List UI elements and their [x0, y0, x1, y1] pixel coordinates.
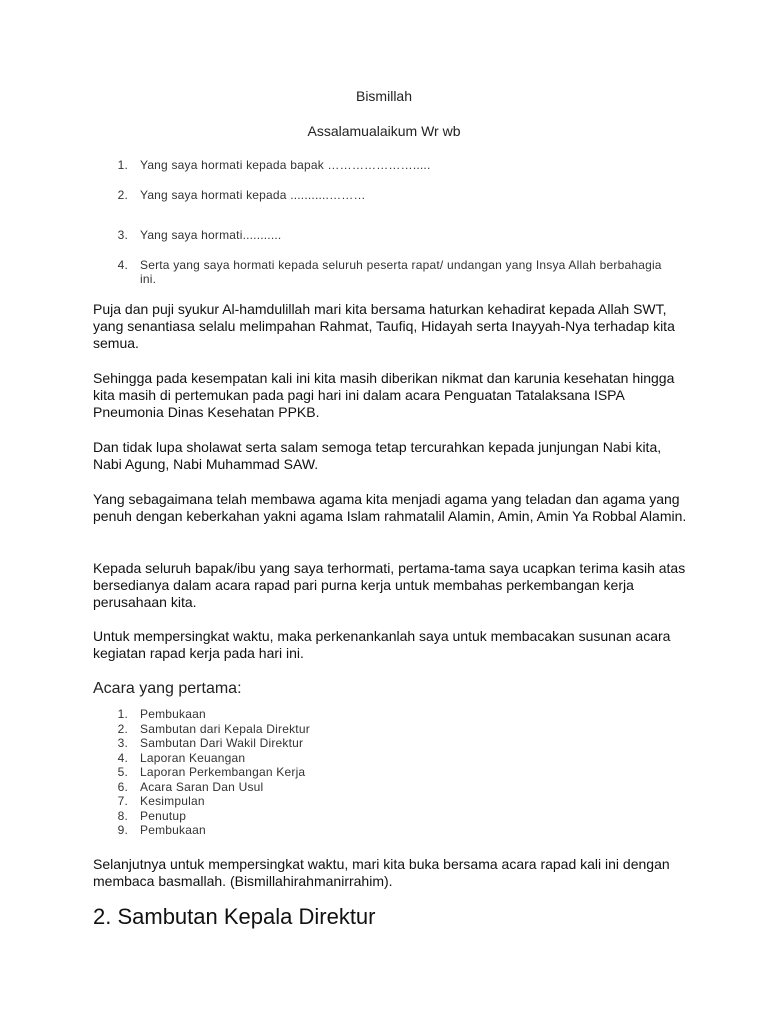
acara-number: 9. — [117, 823, 128, 837]
salutation-text: Yang saya hormati kepada ...........……… — [140, 188, 366, 202]
acara-number: 6. — [117, 779, 128, 794]
acara-text: Kesimpulan — [140, 794, 205, 808]
acara-number: 3. — [117, 736, 128, 750]
acara-number: 5. — [117, 765, 128, 779]
body-paragraph: Puja dan puji syukur Al-hamdulillah mari kita bersama haturkan kehadirat kepada Allah SWT, yang senantiasa selalu melimpahan Rahmat, Taufiq, Hidayah serta Inayyah-Nya terhadap kita semua. — [93, 301, 675, 351]
acara-text: Penutup — [140, 808, 187, 823]
acara-number: 7. — [117, 794, 128, 808]
acara-text: Pembukaan — [140, 823, 206, 837]
acara-number: 1. — [117, 707, 128, 721]
body-paragraph: Untuk mempersingkat waktu, maka perkenankanlah saya untuk membacakan susunan acara kegiatan rapad kerja pada hari ini. — [93, 628, 671, 661]
document-title: Bismillah — [355, 88, 412, 104]
acara-text: Laporan Keuangan — [140, 750, 246, 765]
acara-number: 2. — [117, 721, 128, 736]
body-paragraph: Sehingga pada kesempatan kali ini kita masih diberikan nikmat dan karunia kesehatan hingga kita masih di pertemukan pada pagi hari ini dalam acara Penguatan Tatalaksana ISPA Pneumonia Dinas Kesehatan PPKB. — [93, 370, 675, 420]
acara-heading: Acara yang pertama: — [93, 680, 242, 697]
acara-text: Sambutan dari Kepala Direktur — [140, 721, 310, 736]
acara-number: 4. — [117, 750, 128, 765]
acara-text: Laporan Perkembangan Kerja — [140, 765, 306, 779]
salutation-number: 1. — [117, 158, 128, 172]
acara-text: Acara Saran Dan Usul — [140, 779, 264, 794]
closing-paragraph: Selanjutnya untuk mempersingkat waktu, mari kita buka bersama acara rapad kali ini dengan membaca basmallah. (Bismillahirahmanirrahim). — [93, 856, 670, 889]
salutation-text: Yang saya hormati kepada bapak …………………..... — [140, 158, 431, 172]
acara-text: Pembukaan — [140, 707, 206, 721]
body-paragraph: Kepada seluruh bapak/ibu yang saya terhormati, pertama-tama saya ucapkan terima kasih atas bersedianya dalam acara rapad pari purna kerja untuk membahas perkembangan kerja perusahaan kita. — [93, 560, 686, 610]
acara-text: Sambutan Dari Wakil Direktur — [140, 736, 304, 750]
greeting-line: Assalamualaikum Wr wb — [307, 123, 461, 139]
section-heading: 2. Sambutan Kepala Direktur — [93, 904, 376, 929]
salutation-number: 3. — [117, 228, 128, 242]
salutation-text: Yang saya hormati........... — [140, 228, 282, 242]
salutation-number: 2. — [117, 188, 128, 202]
salutation-text: Serta yang saya hormati kepada seluruh peserta rapat/ undangan yang Insya Allah berbahagia ini. — [140, 258, 662, 286]
salutation-number: 4. — [117, 258, 128, 272]
body-paragraph: Yang sebagaimana telah membawa agama kita menjadi agama yang teladan dan agama yang penuh dengan keberkahan yakni agama Islam rahmatalil Alamin, Amin, Amin Ya Robbal Alamin. — [93, 491, 687, 524]
body-paragraph: Dan tidak lupa sholawat serta salam semoga tetap tercurahkan kepada junjungan Nabi kita, Nabi Agung, Nabi Muhammad SAW. — [93, 439, 662, 472]
acara-number: 8. — [117, 808, 128, 823]
